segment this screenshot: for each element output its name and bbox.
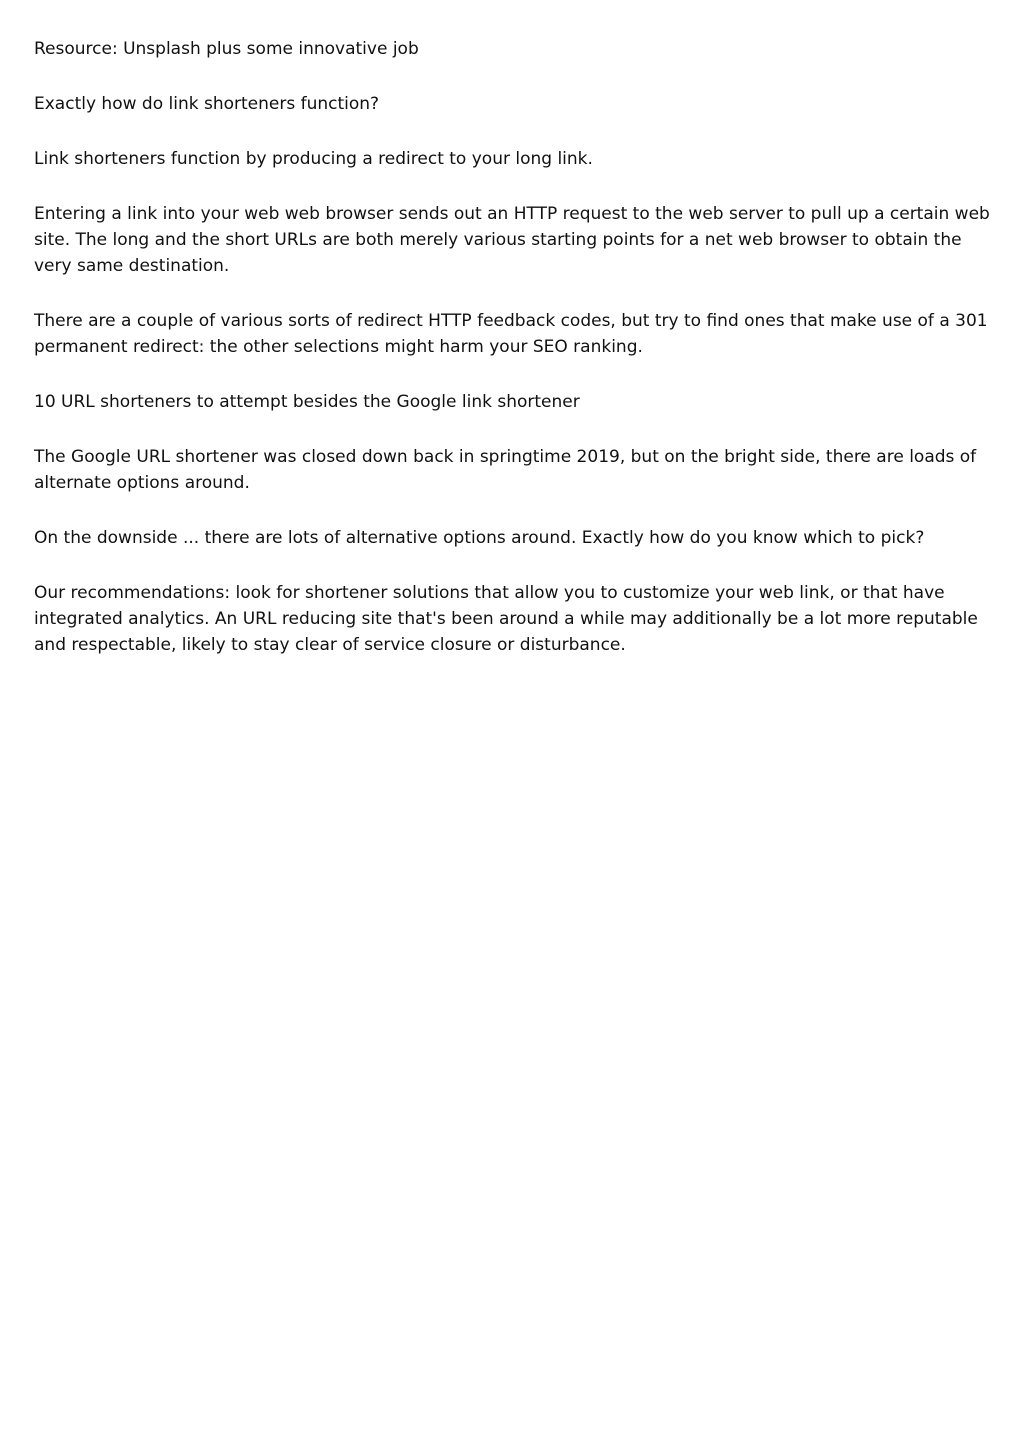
paragraph-http-request: Entering a link into your web web browser sends out an HTTP request to the web server to pull up a certain web site. The long and the short URLs are both merely various starting points for a net web browser to obtain the very same destination. — [34, 204, 990, 276]
paragraph-downside: On the downside ... there are lots of alternative options around. Exactly how do you know which to pick? — [34, 528, 925, 548]
image-source-caption: Resource: Unsplash plus some innovative job — [34, 39, 419, 59]
section-heading-url-shorteners: 10 URL shorteners to attempt besides the Google link shortener — [34, 392, 580, 412]
paragraph-google-shortener-closed: The Google URL shortener was closed down back in springtime 2019, but on the bright side, there are loads of alternate options around. — [34, 447, 977, 493]
document-body — [34, 36, 996, 687]
paragraph-301-redirect: There are a couple of various sorts of redirect HTTP feedback codes, but try to find ones that make use of a 301 permanent redirect: the other selections might harm your SEO ranking. — [34, 311, 988, 357]
section-question-how-shorteners-work: Exactly how do link shorteners function? — [34, 94, 380, 114]
paragraph-recommendations: Our recommendations: look for shortener solutions that allow you to customize your web link, or that have integrated analytics. An URL reducing site that's been around a while may additionally be a lot more reputable and respectable, likely to stay clear of service closure or disturbance. — [34, 583, 978, 655]
paragraph-redirect-explanation: Link shorteners function by producing a redirect to your long link. — [34, 149, 593, 169]
